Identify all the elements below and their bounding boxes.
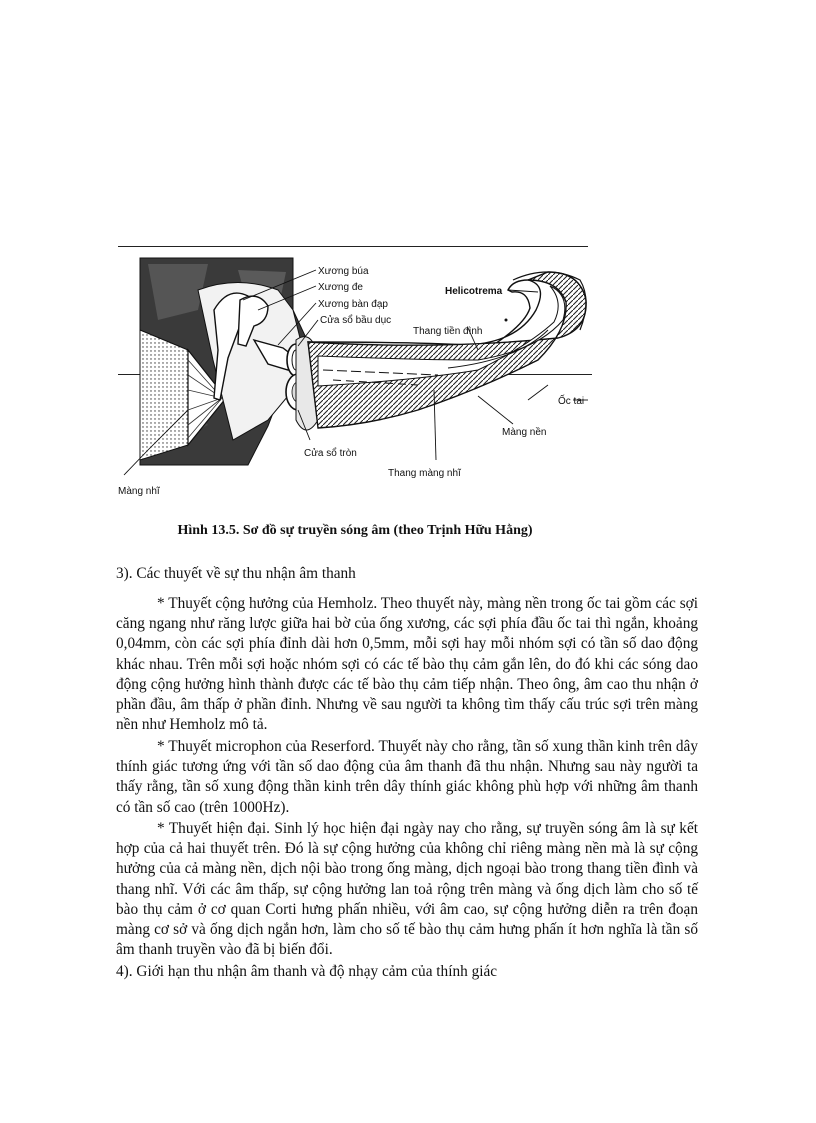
ear-diagram-svg (118, 250, 592, 500)
ear-canal (140, 330, 188, 460)
label-mang-nen: Màng nền (502, 427, 547, 438)
label-cua-so-bau-duc: Cửa sổ bầu dục (320, 315, 392, 326)
paragraph-hemholz: * Thuyết cộng hưởng của Hemholz. Theo thuyết này, màng nền trong ốc tai gồm các sợi căng ngang như răng lược giữa hai bờ của ống xương, các sợi phía đầu ốc tai thì ngắn, khoảng 0,04mm, còn các sợi phía đỉnh dài hơn 0,5mm, mỗi sợi hay mỗi nhóm sợi có tần số dao động khác nhau. Trên mỗi sợi hoặc nhóm sợi có các tế bào thụ cảm gắn lên, do đó khi các sóng dao động cộng hưởng hình thành được các tế bào thụ cảm tiếp nhận. Theo ông, âm cao thu nhận ở phần đầu, âm thấp ở phần đỉnh. Nhưng về sau người ta không tìm thấy cấu trúc sợi trên màng nền như Hemholz mô tả. (116, 595, 698, 734)
top-rule (118, 246, 588, 247)
paragraph-reserford: * Thuyết microphon của Reserford. Thuyết này cho rằng, tần số xung thần kinh trên dây thính giác tương ứng với tần số dao động của âm thanh đã thu nhận. Nhưng sau này người ta thấy rằng, tần số xung động thần kinh trên dây thính giác không phù hợp với những âm thanh có tần số cao (trên 1000Hz). (116, 738, 698, 816)
section-3-heading: 3). Các thuyết về sự thu nhận âm thanh (116, 565, 356, 582)
figure-caption: Hình 13.5. Sơ đồ sự truyền sóng âm (theo Trịnh Hữu Hằng) (177, 523, 533, 538)
paragraph-modern-theory: * Thuyết hiện đại. Sinh lý học hiện đại ngày nay cho rằng, sự truyền sóng âm là sự kết hợp của cả hai thuyết trên. Đó là sự cộng hưởng của không chỉ riêng màng nền mà là sự cộng hưởng của cả màng nền, dịch nội bào trong ống màng, dịch ngoại bào trong thang tiền đình và thang nhĩ. Với các âm thấp, sự cộng hưởng lan toả rộng trên màng và ống dịch làm cho số tế bào thụ cảm ở cơ quan Corti hưng phấn nhiều, với âm cao, sự cộng hưởng diễn ra trên đoạn màng cơ sở và ống dịch ngắn hơn, làm cho số tế bào thụ cảm hưng phấn ít hơn nghĩa là tần số âm thanh truyền vào đã bị biến đổi. (116, 820, 698, 959)
label-mang-nhi: Màng nhĩ (118, 486, 160, 497)
label-cua-so-tron: Cửa sổ tròn (304, 448, 357, 459)
label-xuong-ban-dap: Xương bàn đạp (318, 299, 388, 310)
label-thang-tien-dinh: Thang tiền đình (413, 326, 483, 337)
section-4-heading: 4). Giới hạn thu nhận âm thanh và độ nhạy cảm của thính giác (116, 963, 498, 980)
label-thang-mang-nhi: Thang màng nhĩ (388, 468, 461, 479)
label-oc-tai: Ốc tai (558, 396, 585, 407)
label-helicotrema: Helicotrema (445, 286, 503, 297)
ear-diagram (118, 250, 592, 500)
label-xuong-de: Xương đe (318, 282, 363, 293)
label-xuong-bua: Xương búa (318, 266, 369, 277)
